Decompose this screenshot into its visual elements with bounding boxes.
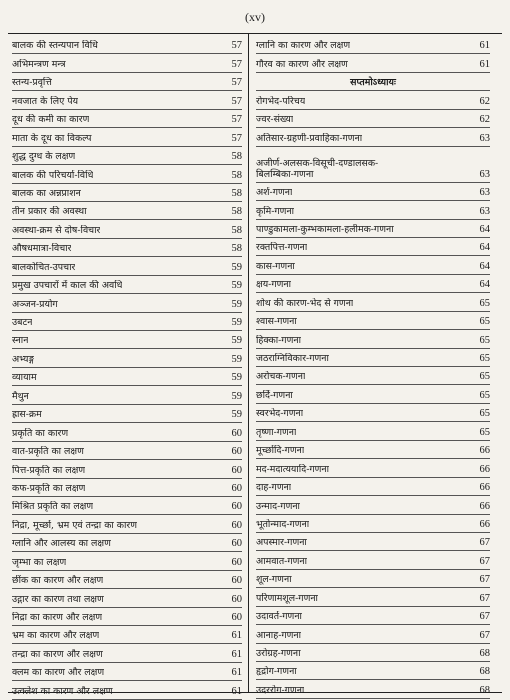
toc-entry — [12, 571, 242, 589]
entry-title: दूध की कमी का कारण — [12, 114, 90, 126]
entry-page-number: 58 — [231, 224, 242, 236]
toc-entry-two-line — [256, 147, 490, 183]
toc-entry — [12, 202, 242, 220]
entry-title: मद-मदात्ययादि-गणना — [256, 463, 330, 475]
entry-title: अरोचक-गणना — [256, 371, 306, 383]
entry-title: प्रकृति का कारण — [12, 427, 69, 439]
toc-entry — [256, 256, 490, 274]
toc-entry — [256, 625, 490, 643]
entry-title: उत्क्लेश का कारण और लक्षण — [12, 685, 113, 697]
entry-title: जृम्भा का लक्षण — [12, 556, 67, 568]
toc-entry — [256, 441, 490, 459]
toc-entry — [256, 570, 490, 588]
entry-title: औषधमात्रा-विचार — [12, 243, 72, 255]
entry-page-number: 58 — [231, 187, 242, 199]
entry-title: शूल-गणना — [256, 574, 292, 586]
entry-title: मूर्च्छादि-गणना — [256, 445, 305, 457]
entry-title: अवस्था-क्रम से दोष-विचार — [12, 224, 101, 236]
entry-title: शोथ की कारण-भेद से गणना — [256, 297, 354, 309]
entry-page-number: 60 — [231, 427, 242, 439]
left-column — [12, 36, 242, 700]
toc-entry — [12, 147, 242, 165]
entry-title: नवजात के लिए पेय — [12, 95, 79, 107]
entry-title: व्यायाम — [12, 372, 37, 384]
entry-page-number: 61 — [479, 58, 490, 70]
entry-page-number: 63 — [479, 205, 490, 217]
toc-entry — [12, 552, 242, 570]
entry-page-number: 62 — [479, 95, 490, 107]
toc-entry — [256, 312, 490, 330]
entry-page-number: 58 — [231, 151, 242, 163]
entry-page-number: 65 — [479, 389, 490, 401]
toc-entry — [256, 404, 490, 422]
entry-title: अर्श-गणना — [256, 187, 293, 199]
toc-entry — [256, 515, 490, 533]
entry-page-number: 57 — [231, 77, 242, 89]
toc-entry — [256, 607, 490, 625]
toc-entry — [12, 405, 242, 423]
entry-page-number: 68 — [479, 648, 490, 659]
entry-page-number: 62 — [479, 114, 490, 126]
entry-page-number: 64 — [479, 260, 490, 272]
entry-title: वात-प्रकृति का लक्षण — [12, 446, 84, 458]
entry-page-number: 58 — [231, 243, 242, 255]
entry-title: स्वरभेद-गणना — [256, 408, 304, 420]
entry-page-number: 59 — [231, 317, 242, 328]
entry-page-number: 66 — [479, 500, 490, 512]
entry-page-number: 65 — [479, 316, 490, 328]
toc-entry — [256, 91, 490, 109]
entry-title: तीन प्रकार की अवस्था — [12, 206, 87, 218]
toc-entry — [12, 442, 242, 460]
entry-page-number: 63 — [479, 187, 490, 199]
entry-page-number: 66 — [479, 445, 490, 457]
entry-page-number: 60 — [231, 446, 242, 458]
entry-page-number: 57 — [231, 132, 242, 144]
entry-page-number: 67 — [479, 611, 490, 623]
toc-entry — [256, 478, 490, 496]
toc-entry — [12, 294, 242, 312]
entry-title: बालक का अन्नप्राशन — [12, 187, 81, 199]
entry-title: ह्रास-क्रम — [12, 409, 42, 421]
entry-page-number: 57 — [231, 95, 242, 107]
entry-title: आमवात-गणना — [256, 555, 308, 567]
entry-title: पित्त-प्रकृति का लक्षण — [12, 464, 86, 476]
entry-page-number: 65 — [479, 371, 490, 383]
entry-page-number: 65 — [479, 297, 490, 309]
entry-title: हिक्का-गणना — [256, 334, 301, 346]
toc-entry — [12, 73, 242, 91]
toc-entry — [12, 331, 242, 349]
entry-page-number: 60 — [231, 464, 242, 476]
entry-title: उदररोग-गणना — [256, 684, 305, 696]
toc-entry — [12, 423, 242, 441]
entry-page-number: 60 — [231, 519, 242, 531]
toc-entry — [256, 588, 490, 606]
toc-entry — [256, 644, 490, 662]
entry-page-number: 59 — [231, 409, 242, 421]
toc-entry — [256, 220, 490, 238]
entry-title: उरोग्रह-गणना — [256, 648, 301, 659]
entry-title: बालक की परिचर्या-विधि — [12, 169, 94, 181]
entry-title: उद्गार का कारण तथा लक्षण — [12, 593, 104, 605]
toc-entry — [256, 330, 490, 348]
entry-title: कास-गणना — [256, 260, 295, 272]
toc-entry — [12, 626, 242, 644]
entry-page-number: 67 — [479, 592, 490, 604]
toc-entry — [12, 479, 242, 497]
entry-title: दाह-गणना — [256, 482, 292, 494]
entry-title: छर्दि-गणना — [256, 389, 293, 401]
page-number: (xv) — [245, 10, 265, 24]
toc-entry — [256, 54, 490, 72]
toc-entry — [12, 276, 242, 294]
entry-page-number: 60 — [231, 612, 242, 623]
entry-title: पाण्डुकामला-कुम्भकामला-हलीमक-गणना — [256, 223, 394, 235]
entry-title: बालक की स्तन्यपान विधि — [12, 40, 98, 52]
entry-title: शुद्ध दुग्ध के लक्षण — [12, 151, 76, 163]
entry-title: श्वास-गणना — [256, 316, 297, 328]
entry-title: गौरव का कारण और लक्षण — [256, 58, 348, 70]
entry-title: भ्रम का कारण और लक्षण — [12, 630, 100, 642]
entry-title: क्लम का कारण और लक्षण — [12, 667, 105, 679]
toc-entry — [12, 663, 242, 681]
entry-page-number: 68 — [479, 666, 490, 678]
entry-title: कृमि-गणना — [256, 205, 295, 217]
toc-entry — [12, 681, 242, 699]
toc-entry — [256, 459, 490, 477]
entry-title: उदावर्त-गणना — [256, 611, 302, 623]
toc-entry — [256, 385, 490, 403]
entry-page-number: 59 — [231, 390, 242, 402]
entry-page-number: 65 — [479, 426, 490, 438]
entry-page-number: 68 — [479, 684, 490, 696]
entry-title: हृद्रोग-गणना — [256, 666, 297, 678]
entry-page-number: 57 — [231, 40, 242, 52]
entry-page-number: 63 — [479, 132, 490, 144]
toc-entry — [256, 293, 490, 311]
entry-page-number: 65 — [479, 334, 490, 346]
entry-title: निद्रा का कारण और लक्षण — [12, 612, 103, 623]
entry-page-number: 60 — [231, 501, 242, 513]
entry-title: ग्लानि का कारण और लक्षण — [256, 40, 351, 52]
toc-entry — [12, 257, 242, 275]
entry-page-number: 66 — [479, 482, 490, 494]
toc-entry — [256, 422, 490, 440]
entry-page-number: 60 — [231, 538, 242, 550]
toc-entry — [256, 662, 490, 680]
column-divider — [248, 34, 249, 692]
toc-entry — [256, 238, 490, 256]
entry-title: परिणामशूल-गणना — [256, 592, 318, 604]
entry-title-line1: अजीर्ण-अलसक-विसूची-दण्डालसक- — [256, 157, 379, 169]
entry-title: उन्माद-गणना — [256, 500, 300, 512]
right-column — [256, 36, 490, 699]
toc-entry — [12, 589, 242, 607]
toc-entry — [256, 367, 490, 385]
toc-entry — [12, 128, 242, 146]
entry-page-number: 64 — [479, 242, 490, 254]
toc-entry — [12, 110, 242, 128]
entry-page-number: 60 — [231, 482, 242, 494]
entry-page-number: 67 — [479, 629, 490, 641]
toc-entry — [12, 644, 242, 662]
entry-page-number: 59 — [231, 335, 242, 347]
entry-page-number: 61 — [231, 685, 242, 697]
toc-entry — [12, 497, 242, 515]
top-rule — [8, 33, 502, 34]
entry-page-number: 59 — [231, 353, 242, 365]
entry-title: जठराग्निविकार-गणना — [256, 353, 329, 364]
entry-title: उबटन — [12, 317, 33, 328]
entry-page-number: 60 — [231, 556, 242, 568]
toc-entry — [12, 239, 242, 257]
entry-title: रोगभेद-परिचय — [256, 95, 306, 107]
toc-entry — [12, 220, 242, 238]
entry-title: निद्रा, मूर्च्छा, भ्रम एवं तन्द्रा का कारण — [12, 519, 138, 531]
entry-title-line2-row — [256, 169, 490, 180]
entry-title: ज्वर-संख्या — [256, 114, 294, 126]
entry-title: ग्लानि और आलस्य का लक्षण — [12, 538, 111, 550]
toc-entry — [256, 496, 490, 514]
toc-entry — [12, 460, 242, 478]
entry-title: अपस्मार-गणना — [256, 537, 307, 549]
toc-entry — [12, 184, 242, 202]
entry-title: रक्तपित्त-गणना — [256, 242, 308, 254]
entry-page-number: 65 — [479, 353, 490, 364]
toc-entry — [12, 386, 242, 404]
entry-page-number: 61 — [231, 648, 242, 660]
entry-title: आनाह-गणना — [256, 629, 302, 641]
entry-title: भूतोन्माद-गणना — [256, 518, 310, 530]
entry-title: तन्द्रा का कारण और लक्षण — [12, 648, 103, 660]
toc-entry — [256, 201, 490, 219]
entry-page-number: 66 — [479, 463, 490, 475]
toc-entry — [256, 275, 490, 293]
toc-entry — [12, 91, 242, 109]
entry-title: छींक का कारण और लक्षण — [12, 575, 104, 587]
entry-page-number: 57 — [231, 114, 242, 126]
entry-title: प्रमुख उपचारों में काल की अवधि — [12, 280, 123, 292]
entry-title: कफ-प्रकृति का लक्षण — [12, 482, 86, 494]
entry-page-number: 66 — [479, 518, 490, 530]
entry-page-number: 61 — [231, 630, 242, 642]
entry-page-number: 59 — [231, 261, 242, 273]
entry-title: मिश्रित प्रकृति का लक्षण — [12, 501, 94, 513]
entry-page-number: 61 — [479, 40, 490, 52]
entry-page-number: 60 — [231, 575, 242, 587]
entry-page-number: 58 — [231, 206, 242, 218]
toc-entry — [256, 128, 490, 146]
toc-entry — [12, 54, 242, 72]
toc-entry — [12, 608, 242, 626]
entry-page-number: 65 — [479, 408, 490, 420]
toc-entry — [12, 534, 242, 552]
entry-title: अभिमन्त्रण मन्त्र — [12, 58, 66, 70]
entry-title: माता के दूध का विकल्प — [12, 132, 92, 144]
toc-entry — [256, 36, 490, 54]
entry-title: तृष्णा-गणना — [256, 426, 297, 438]
chapter-heading: सप्तमोऽध्यायः — [256, 73, 490, 91]
toc-entry — [256, 533, 490, 551]
entry-title: बालकोचित-उपचार — [12, 261, 76, 273]
entry-page-number: 67 — [479, 574, 490, 586]
toc-entry — [12, 313, 242, 331]
toc-entry — [256, 551, 490, 569]
entry-title: मैथुन — [12, 390, 29, 402]
entry-page-number: 58 — [231, 169, 242, 181]
entry-page-number: 64 — [479, 223, 490, 235]
entry-title: स्तन्य-प्रवृत्ति — [12, 77, 52, 89]
entry-title: स्नान — [12, 335, 29, 347]
toc-entry — [256, 183, 490, 201]
toc-entry — [256, 349, 490, 367]
entry-page-number: 64 — [479, 279, 490, 291]
toc-entry — [12, 515, 242, 533]
toc-entry — [12, 36, 242, 54]
toc-entry — [256, 110, 490, 128]
entry-page-number: 67 — [479, 537, 490, 549]
entry-title: अभ्यङ्ग — [12, 353, 35, 365]
entry-title: क्षय-गणना — [256, 279, 292, 291]
entry-title: अतिसार-ग्रहणी-प्रवाहिका-गणना — [256, 132, 363, 144]
toc-entry — [12, 165, 242, 183]
entry-page-number: 60 — [231, 593, 242, 605]
entry-page-number: 57 — [231, 58, 242, 70]
toc-entry — [12, 349, 242, 367]
entry-page-number: 59 — [231, 298, 242, 310]
toc-entry — [12, 368, 242, 386]
entry-title: अञ्जन-प्रयोग — [12, 298, 58, 310]
entry-page-number: 59 — [231, 372, 242, 384]
toc-entry — [256, 680, 490, 698]
entry-page-number: 59 — [231, 280, 242, 292]
entry-title-line2: बिलम्बिका-गणना — [256, 168, 314, 180]
entry-page-number: 63 — [479, 168, 490, 180]
entry-page-number: 61 — [231, 667, 242, 679]
entry-page-number: 67 — [479, 555, 490, 567]
